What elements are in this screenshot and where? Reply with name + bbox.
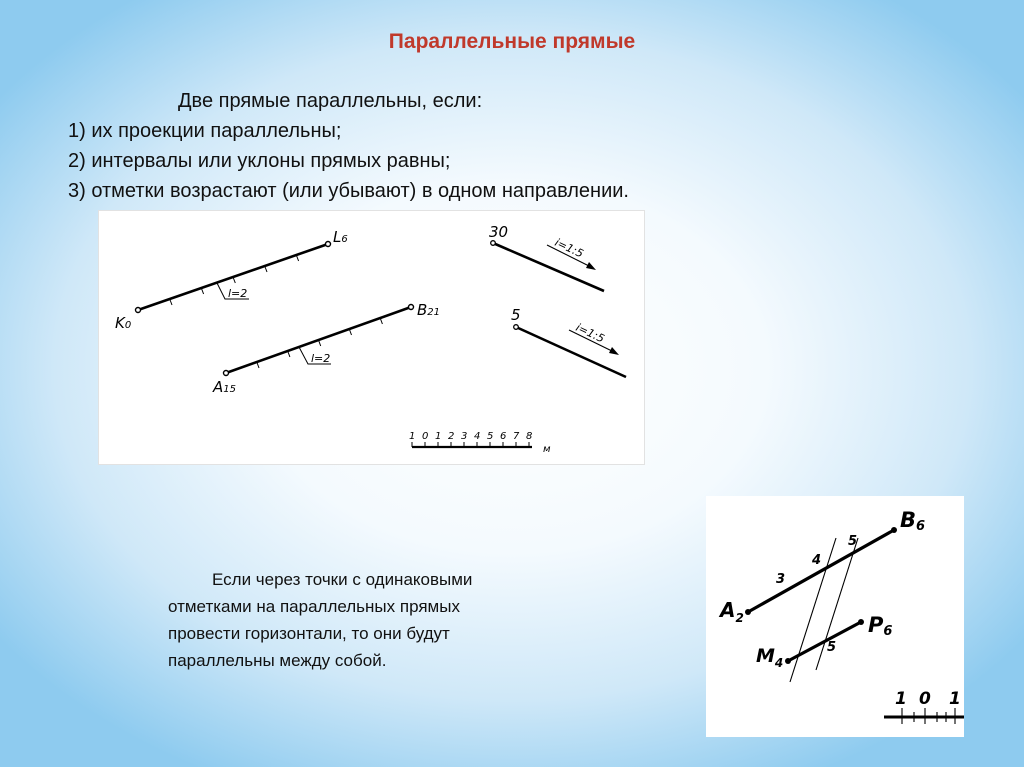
label-5-bottom: 5 xyxy=(827,640,837,655)
paragraph-line-1: Если через точки с одинаковыми xyxy=(212,570,473,589)
kl-interval-label: l=2 xyxy=(228,287,248,300)
projection-drawing xyxy=(99,211,644,464)
horizontals-drawing xyxy=(706,496,964,737)
linear-scale xyxy=(409,431,551,455)
top-elevation-mark: 30 xyxy=(489,223,509,241)
parallel-rules xyxy=(68,86,629,206)
paragraph-line-2: отметками на параллельных прямых xyxy=(168,597,460,616)
rules-intro: Две прямые параллельны, если: xyxy=(178,90,483,112)
scale-num-8: 6 xyxy=(500,431,507,442)
slope-line-bottom xyxy=(511,306,626,377)
bottom-slope-label: i=1:5 xyxy=(573,320,607,346)
figure2-scale xyxy=(884,689,964,724)
scale-num-7: 5 xyxy=(487,431,494,442)
rule-1: 1) их проекции параллельны; xyxy=(68,120,342,142)
bottom-elevation-mark: 5 xyxy=(511,306,521,324)
label-3: 3 xyxy=(776,572,786,587)
scale2-num-2: 0 xyxy=(919,689,931,709)
label-4: 4 xyxy=(812,553,822,568)
point-b-label: B6 xyxy=(900,508,926,534)
scale2-num-1: 1 xyxy=(895,689,907,709)
line-k-l xyxy=(115,228,348,332)
projection-figure xyxy=(98,210,645,465)
scale-num-6: 4 xyxy=(474,431,481,442)
paragraph-line-3: провести горизонтали, то они будут xyxy=(168,624,450,643)
scale-num-2: 0 xyxy=(422,431,429,442)
horizontals-paragraph xyxy=(168,566,472,674)
paragraph-line-4: параллельны между собой. xyxy=(168,651,387,670)
scale-num-4: 2 xyxy=(448,431,455,442)
label-5-top: 5 xyxy=(848,534,858,549)
point-a-label: $A_2$ xyxy=(720,598,744,625)
slide-title: Параллельные прямые xyxy=(388,30,636,53)
scale2-num-3: 1 xyxy=(949,689,961,709)
ab-interval-label: l=2 xyxy=(311,352,331,365)
point-m-label: $M_4$ xyxy=(756,645,784,670)
rule-3: 3) отметки возрастают (или убывают) в одном направлении. xyxy=(68,180,629,202)
scale-unit: м xyxy=(543,444,551,455)
scale-num-3: 1 xyxy=(435,431,442,442)
line-a-b-2 xyxy=(745,527,897,615)
top-slope-label: i=1:5 xyxy=(552,235,586,261)
rule-2: 2) интервалы или уклоны прямых равны; xyxy=(68,150,451,172)
horizontals xyxy=(790,538,858,682)
scale-num-9: 7 xyxy=(513,431,520,442)
label-l: L6 xyxy=(333,228,348,246)
label-a: A15 xyxy=(213,378,236,396)
label-k: K0 xyxy=(115,314,132,332)
point-p-label: P6 xyxy=(868,613,893,639)
scale-num-1: 1 xyxy=(409,431,416,442)
scale-num-5: 3 xyxy=(461,431,468,442)
slope-line-top xyxy=(489,223,604,291)
scale-num-10: 8 xyxy=(526,431,533,442)
horizontals-figure xyxy=(706,496,964,737)
line-a-b xyxy=(212,301,440,396)
label-b: B21 xyxy=(417,301,441,319)
